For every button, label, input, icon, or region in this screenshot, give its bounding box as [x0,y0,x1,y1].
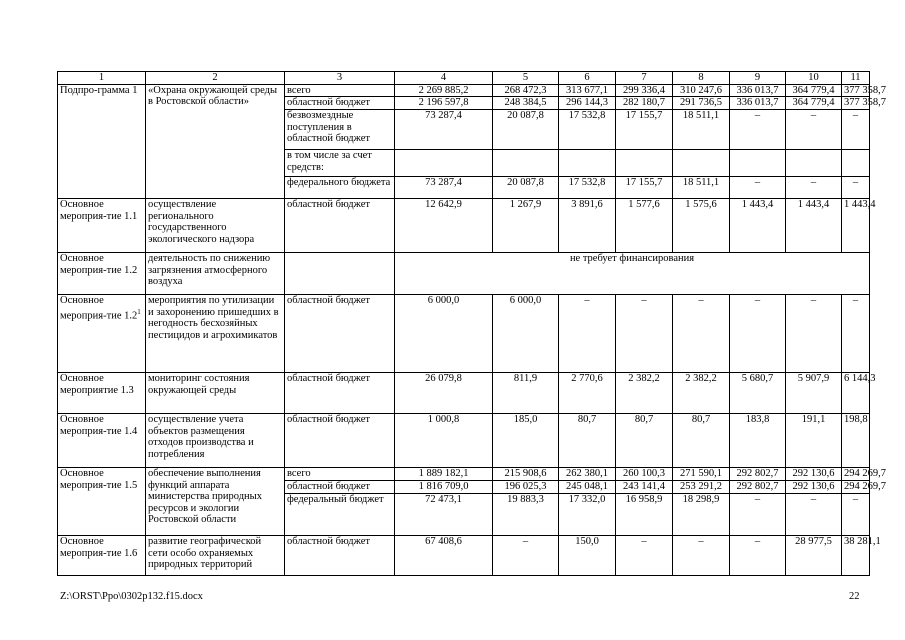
value-cell: 292 802,7 [730,468,786,481]
name-cell: мероприятия по утилизации и захоронению пришедших в негодность бесхозяйных пестицидов и агрохимикатов [146,295,285,373]
value-cell: 17 532,8 [559,177,616,199]
source-cell: областной бюджет [285,481,395,494]
value-cell: 198,8 [842,414,870,468]
value-cell: 5 907,9 [786,373,842,414]
value-cell: 2 382,2 [673,373,730,414]
value-cell: 72 473,1 [395,494,493,536]
value-cell: 185,0 [493,414,559,468]
table-row [58,295,870,373]
value-cell [730,150,786,177]
value-cell: – [730,536,786,576]
table-row [58,536,870,576]
value-cell: – [730,110,786,150]
value-cell: 364 779,4 [786,97,842,110]
value-cell [493,150,559,177]
name-cell: обеспечение выполнения функций аппарата министерства природных ресурсов и экологии Ростовской области [146,468,285,536]
value-cell: 17 532,8 [559,110,616,150]
value-cell: – [730,177,786,199]
value-cell: – [786,177,842,199]
value-cell: 17 155,7 [616,110,673,150]
value-cell: – [616,295,673,373]
budget-table [57,71,886,576]
value-cell: 73 287,4 [395,177,493,199]
empty-cell [285,253,395,295]
column-header: 10 [786,72,842,85]
value-cell: – [559,295,616,373]
table-row [58,414,870,468]
value-cell: 20 087,8 [493,177,559,199]
value-cell: 377 358,7 [842,97,870,110]
source-cell: областной бюджет [285,97,395,110]
value-cell: 5 680,7 [730,373,786,414]
program-cell: Основное мероприя-тие 1.6 [58,536,146,576]
value-cell: 377 358,7 [842,84,870,97]
program-cell: Основное мероприя-тие 1.1 [58,199,146,253]
name-cell: деятельность по снижению загрязнения атмосферного воздуха [146,253,285,295]
column-header: 7 [616,72,673,85]
value-cell: 1 443,4 [842,199,870,253]
value-cell: – [493,536,559,576]
value-cell: 1 889 182,1 [395,468,493,481]
value-cell: 17 155,7 [616,177,673,199]
value-cell: 294 269,7 [842,481,870,494]
value-cell: 310 247,6 [673,84,730,97]
value-cell [559,150,616,177]
name-cell: развитие географической сети особо охраняемых природных территорий [146,536,285,576]
value-cell: 12 642,9 [395,199,493,253]
value-cell: 268 472,3 [493,84,559,97]
footer-file-path: Z:\ORST\Ppo\0302p132.f15.docx [60,591,203,602]
value-cell: – [842,494,870,536]
value-cell: – [786,110,842,150]
source-cell: областной бюджет [285,295,395,373]
table-row [58,199,870,253]
value-cell: 260 100,3 [616,468,673,481]
value-cell: 215 908,6 [493,468,559,481]
value-cell: 80,7 [559,414,616,468]
table-row [58,253,870,295]
value-cell: 294 269,7 [842,468,870,481]
value-cell: 271 590,1 [673,468,730,481]
value-cell: 1 577,6 [616,199,673,253]
program-cell: Основное мероприя-тие 1.5 [58,468,146,536]
value-cell: 191,1 [786,414,842,468]
source-cell: областной бюджет [285,536,395,576]
footer-page-number: 22 [849,591,860,602]
program-label: Основное мероприя-тие 1.2 [60,295,138,321]
value-cell: 38 281,1 [842,536,870,576]
value-cell: 313 677,1 [559,84,616,97]
value-cell: 2 269 885,2 [395,84,493,97]
value-cell: 18 511,1 [673,110,730,150]
column-header: 8 [673,72,730,85]
value-cell: 196 025,3 [493,481,559,494]
value-cell: 2 770,6 [559,373,616,414]
value-cell: 26 079,8 [395,373,493,414]
name-cell: «Охрана окружающей среды в Ростовской области» [146,84,285,199]
value-cell [616,150,673,177]
value-cell: – [786,494,842,536]
value-cell: 17 332,0 [559,494,616,536]
value-cell: 2 382,2 [616,373,673,414]
value-cell: 67 408,6 [395,536,493,576]
column-header: 11 [842,72,870,85]
value-cell: – [842,110,870,150]
value-cell: – [842,177,870,199]
value-cell: – [673,295,730,373]
program-cell: Основное мероприя-тие 1.2 [58,253,146,295]
value-cell [842,150,870,177]
column-header: 6 [559,72,616,85]
value-cell: 80,7 [673,414,730,468]
table-row [58,84,870,97]
value-cell: 6 000,0 [395,295,493,373]
value-cell: 18 511,1 [673,177,730,199]
value-cell: 243 141,4 [616,481,673,494]
name-cell: осуществление регионального государственного экологического надзора [146,199,285,253]
column-header: 4 [395,72,493,85]
value-cell: – [730,295,786,373]
name-cell: осуществление учета объектов размещения отходов производства и потребления [146,414,285,468]
program-cell: Основное мероприятие 1.3 [58,373,146,414]
table-row [58,468,870,481]
value-cell: – [616,536,673,576]
value-cell: 336 013,7 [730,97,786,110]
program-cell [58,295,146,373]
value-cell [786,150,842,177]
value-cell: 282 180,7 [616,97,673,110]
table-row [58,72,870,85]
value-cell [395,150,493,177]
value-cell: 1 443,4 [786,199,842,253]
value-cell: 150,0 [559,536,616,576]
value-cell: 1 267,9 [493,199,559,253]
value-cell: 183,8 [730,414,786,468]
table-row [58,373,870,414]
value-cell: 336 013,7 [730,84,786,97]
program-cell: Основное мероприя-тие 1.4 [58,414,146,468]
column-header: 1 [58,72,146,85]
value-cell: 2 196 597,8 [395,97,493,110]
value-cell: 248 384,5 [493,97,559,110]
value-cell: 811,9 [493,373,559,414]
value-cell: 292 130,6 [786,468,842,481]
source-cell: областной бюджет [285,414,395,468]
value-cell: 245 048,1 [559,481,616,494]
value-cell: 3 891,6 [559,199,616,253]
column-header: 9 [730,72,786,85]
value-cell: 292 802,7 [730,481,786,494]
source-cell: в том числе за счет средств: [285,150,395,177]
value-cell: 296 144,3 [559,97,616,110]
value-cell: 6 144,3 [842,373,870,414]
source-cell: областной бюджет [285,373,395,414]
value-cell: – [842,295,870,373]
value-cell: 16 958,9 [616,494,673,536]
source-cell: всего [285,84,395,97]
source-cell: федерального бюджета [285,177,395,199]
value-cell: 291 736,5 [673,97,730,110]
value-cell: 253 291,2 [673,481,730,494]
value-cell: 6 000,0 [493,295,559,373]
value-cell: 1 000,8 [395,414,493,468]
value-cell: – [673,536,730,576]
source-cell: федеральный бюджет [285,494,395,536]
value-cell: 292 130,6 [786,481,842,494]
value-cell: 1 816 709,0 [395,481,493,494]
value-cell: 19 883,3 [493,494,559,536]
value-cell: – [786,295,842,373]
value-cell: 1 575,6 [673,199,730,253]
value-cell [673,150,730,177]
column-header: 3 [285,72,395,85]
value-cell: – [730,494,786,536]
program-cell: Подпро-грамма 1 [58,84,146,199]
value-cell: 364 779,4 [786,84,842,97]
column-header: 5 [493,72,559,85]
source-cell: областной бюджет [285,199,395,253]
value-cell: 73 287,4 [395,110,493,150]
value-cell: 299 336,4 [616,84,673,97]
source-cell: безвозмездные поступления в областной бюджет [285,110,395,150]
value-cell: 28 977,5 [786,536,842,576]
superscript: 1 [137,307,141,316]
column-header: 2 [146,72,285,85]
no-financing-note: не требует финансирования [395,253,870,295]
value-cell: 262 380,1 [559,468,616,481]
value-cell: 18 298,9 [673,494,730,536]
source-cell: всего [285,468,395,481]
value-cell: 20 087,8 [493,110,559,150]
name-cell: мониторинг состояния окружающей среды [146,373,285,414]
value-cell: 1 443,4 [730,199,786,253]
value-cell: 80,7 [616,414,673,468]
